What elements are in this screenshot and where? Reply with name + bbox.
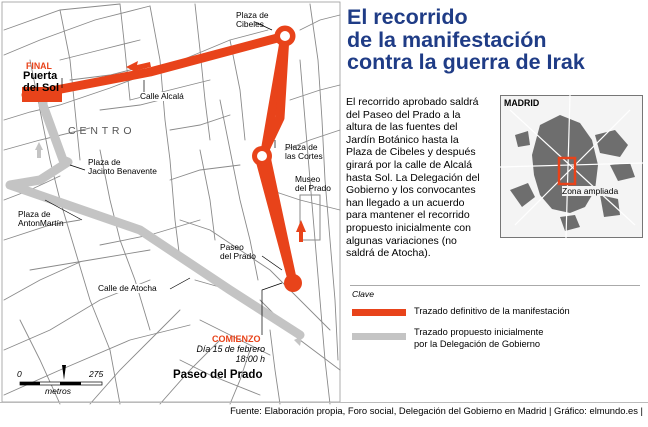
paseo-bottom-label: Paseo del Prado (173, 369, 263, 381)
calle-atocha-label: Calle de Atocha (98, 283, 157, 293)
inset-highlight-label: Zona ampliada (562, 186, 619, 196)
body-line: Plaza de Cibeles y después (346, 146, 476, 159)
legend-label-initial (414, 326, 543, 350)
body-line: El recorrido aprobado saldrá (346, 96, 479, 108)
plaza-cortes-line2: las Cortes (285, 151, 323, 162)
body-line: propuesto inicialmente con (346, 221, 471, 234)
headline (347, 6, 643, 74)
comienzo-date-label (185, 344, 265, 364)
museo-label (295, 175, 331, 194)
comienzo-date-line2: 18:00 h (235, 354, 265, 364)
plaza-jacinto-line1: Plaza de (88, 157, 121, 167)
comienzo-date-line1: Día 15 de febrero (196, 344, 265, 354)
legend-swatch-final (352, 309, 406, 316)
body-line: saldrá de Atocha). (346, 247, 431, 260)
footer-credits: Fuente: Elaboración propia, Foro social, Delegación del Gobierno en Madrid | Gráfico: elmundo.es | (230, 405, 643, 416)
centro-label: C E N T R O (68, 125, 133, 137)
headline-line2: de la manifestación (347, 27, 547, 52)
body-line: hasta Sol. La Delegación del (346, 171, 480, 184)
legend-swatch-initial (352, 333, 406, 340)
plaza-jacinto-line2: Jacinto Benavente (88, 166, 157, 177)
inset-madrid-map (500, 95, 643, 238)
puerta-del-sol-label (23, 71, 59, 94)
body-line: Gobierno y los convocantes (346, 184, 476, 197)
inset-title: MADRID (504, 98, 540, 108)
paseo-line2: del Prado (220, 251, 256, 262)
plaza-anton-line2: AntonMartín (18, 218, 64, 229)
headline-line3: contra la guerra de Irak (347, 50, 585, 74)
comienzo-word-label: COMIENZO (212, 334, 261, 344)
headline-line1: El recorrido (347, 5, 468, 29)
body-line: algunas variaciones (no (346, 234, 457, 247)
body-line: del Paseo del Prado a la (346, 108, 461, 121)
plaza-anton-label (18, 210, 64, 229)
plaza-cibeles-label (236, 11, 269, 30)
body-line: girará por la calle de Alcalá (346, 158, 473, 171)
body-text (346, 96, 494, 260)
plaza-cortes-marker-inner (257, 151, 267, 161)
initial-route-arrow-stem (37, 148, 41, 158)
scale-unit: metros (45, 386, 71, 396)
legend-label-initial-line1: Trazado propuesto inicialmente (414, 327, 544, 337)
body-line: han llegado a un acuerdo (346, 196, 465, 209)
legend-title: Clave (352, 289, 374, 299)
paseo-label (220, 243, 256, 262)
puerta-del-sol-line2: del Sol (23, 81, 60, 94)
plaza-cortes-line1: Plaza de (285, 142, 318, 152)
puerta-del-sol-line1: Puerta (23, 70, 58, 82)
legend-label-final: Trazado definitivo de la manifestación (414, 306, 570, 316)
body-line: para mantener el recorrido (346, 209, 470, 222)
start-marker (284, 274, 302, 292)
scale-start: 0 (17, 369, 22, 379)
plaza-cortes-label (285, 143, 323, 162)
museo-line2: del Prado (295, 183, 331, 194)
plaza-cibeles-line1: Plaza de (236, 10, 269, 20)
body-line: altura de las fuentes del (346, 121, 458, 134)
scale-end: 275 (89, 369, 104, 379)
plaza-jacinto-label (88, 158, 157, 177)
plaza-cibeles-line2: Cibeles (236, 19, 264, 30)
plaza-anton-line1: Plaza de (18, 209, 51, 219)
final-word-label: FINAL (26, 61, 52, 71)
plaza-cibeles-marker-inner (280, 31, 290, 41)
body-line: Jardín Botánico hasta la (346, 133, 459, 146)
calle-alcala-label: Calle Alcalá (140, 91, 184, 101)
legend-label-initial-line2: por la Delegación de Gobierno (414, 339, 541, 349)
paseo-line1: Paseo (220, 242, 244, 252)
museo-line1: Museo (295, 174, 321, 184)
